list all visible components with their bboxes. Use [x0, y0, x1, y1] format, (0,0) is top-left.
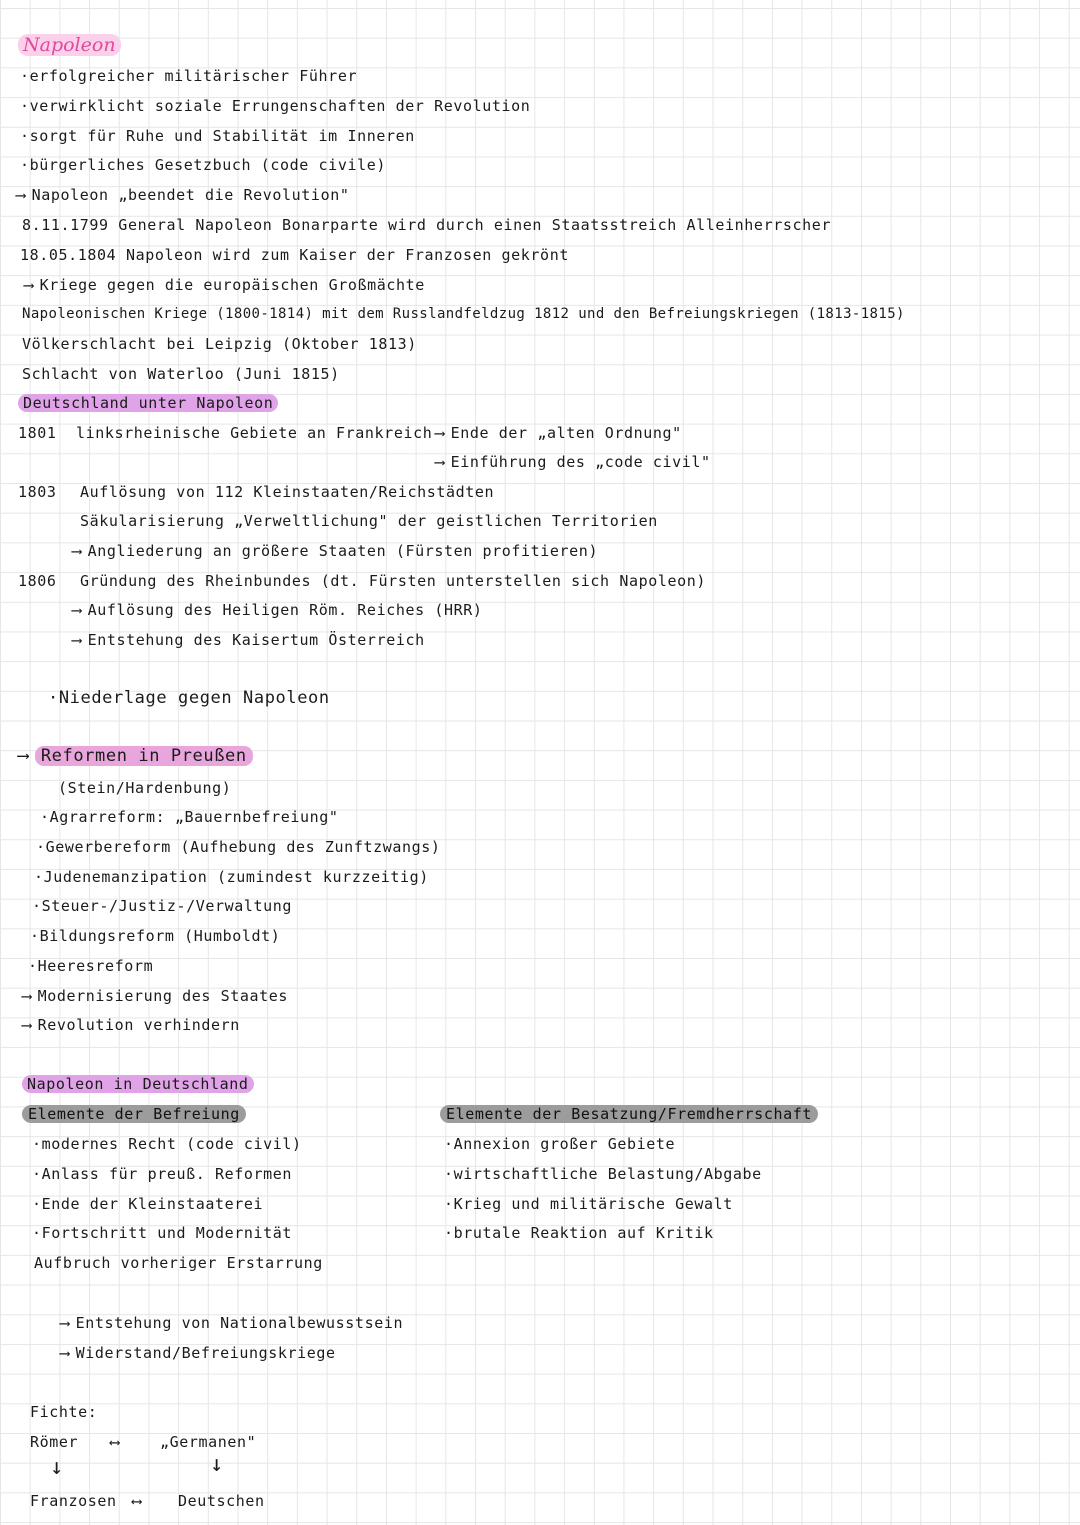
event-wars: Napoleonischen Kriege (1800-1814) mit dem Russlandfeldzug 1812 und den Befreiungskriegen (1813-1815) — [22, 306, 905, 322]
befreiung-item: ·modernes Recht (code civil) — [32, 1135, 302, 1153]
arrow-line — [22, 1015, 240, 1035]
intro-item: ·bürgerliches Gesetzbuch (code civile) — [20, 156, 386, 174]
arrow-text: Widerstand/Befreiungskriege — [75, 1344, 336, 1362]
arrow-right-icon: ⟶ — [24, 276, 34, 294]
event-1799: 8.11.1799 General Napoleon Bonarparte wird durch einen Staatsstreich Alleinherrscher — [22, 216, 831, 234]
heading-text: Reformen in Preußen — [35, 746, 253, 766]
double-arrow-icon: ⟷ — [132, 1492, 142, 1510]
arrow-line — [72, 541, 598, 561]
intro-item: ·erfolgreicher militärischer Führer — [20, 67, 358, 85]
section-heading-deutschland — [18, 393, 278, 413]
arrow-right-icon: ⟶ — [72, 631, 82, 649]
fichte-franzosen: Franzosen — [30, 1492, 117, 1510]
page-title: Napoleon — [18, 34, 121, 56]
fichte-label: Fichte: — [30, 1403, 98, 1421]
arrow-line — [16, 185, 349, 205]
section-heading-reformen — [18, 746, 253, 766]
arrow-line — [60, 1313, 403, 1333]
reform-item: ·Bildungsreform (Humboldt) — [30, 927, 281, 945]
arrow-right-icon: ⟶ — [435, 424, 445, 442]
arrow-text: Kriege gegen die europäischen Großmächte — [39, 276, 425, 294]
reform-item: ·Heeresreform — [28, 957, 154, 975]
arrow-right-icon: ⟶ — [435, 453, 445, 471]
niederlage-text: ·Niederlage gegen Napoleon — [48, 688, 330, 708]
reform-item: ·Agrarreform: „Bauernbefreiung" — [40, 808, 339, 826]
arrow-text: Auflösung des Heiligen Röm. Reiches (HRR) — [87, 601, 483, 619]
besatzung-item: ·Annexion großer Gebiete — [444, 1135, 676, 1153]
text-1806: Gründung des Rheinbundes (dt. Fürsten unterstellen sich Napoleon) — [80, 572, 706, 590]
text-1801: linksrheinische Gebiete an Frankreich — [76, 424, 433, 442]
year-1803: 1803 — [18, 483, 57, 501]
event-waterloo: Schlacht von Waterloo (Juni 1815) — [22, 365, 340, 383]
arrow-line — [24, 275, 425, 295]
text-1803: Säkularisierung „Verweltlichung" der geistlichen Territorien — [80, 512, 658, 530]
arrow-text: Revolution verhindern — [37, 1016, 240, 1034]
reform-item: ·Steuer-/Justiz-/Verwaltung — [32, 897, 293, 915]
arrow-right-icon: ⟶ — [72, 542, 82, 560]
reform-item: ·Judenemanzipation (zumindest kurzzeitig) — [34, 868, 429, 886]
befreiung-item: ·Anlass für preuß. Reformen — [32, 1165, 293, 1183]
arrow-text: Angliederung an größere Staaten (Fürsten profitieren) — [87, 542, 599, 560]
intro-item: ·sorgt für Ruhe und Stabilität im Inneren — [20, 127, 415, 145]
arrow-line — [435, 452, 711, 472]
arrow-down-icon: ↓ — [50, 1455, 64, 1480]
besatzung-item: ·wirtschaftliche Belastung/Abgabe — [444, 1165, 762, 1183]
besatzung-item: ·brutale Reaktion auf Kritik — [444, 1224, 714, 1242]
heading-text: Napoleon in Deutschland — [22, 1075, 254, 1093]
fichte-germanen: „Germanen" — [160, 1433, 257, 1451]
besatzung-item: ·Krieg und militärische Gewalt — [444, 1195, 733, 1213]
reform-sub: (Stein/Hardenbung) — [58, 779, 232, 797]
arrow-down-icon: ↓ — [210, 1452, 224, 1477]
year-1801: 1801 — [18, 424, 57, 442]
arrow-line — [60, 1343, 336, 1363]
arrow-line — [72, 600, 483, 620]
arrow-text: Einführung des „code civil" — [450, 453, 711, 471]
event-1804: 18.05.1804 Napoleon wird zum Kaiser der Franzosen gekrönt — [20, 246, 569, 264]
reform-item: ·Gewerbereform (Aufhebung des Zunftzwangs) — [36, 838, 441, 856]
arrow-right-icon: ⟶ — [72, 601, 82, 619]
arrow-text: Modernisierung des Staates — [37, 987, 289, 1005]
befreiung-item: ·Ende der Kleinstaaterei — [32, 1195, 264, 1213]
arrow-right-icon: ⟶ — [60, 1314, 70, 1332]
year-1806: 1806 — [18, 572, 57, 590]
arrow-line — [72, 630, 425, 650]
fichte-roemer: Römer — [30, 1433, 79, 1451]
section-heading-nid — [22, 1074, 254, 1094]
arrow-right-icon: ⟶ — [22, 987, 32, 1005]
heading-text: Elemente der Besatzung/Fremdherrschaft — [440, 1105, 818, 1123]
heading-text: Elemente der Befreiung — [22, 1105, 246, 1123]
besatzung-heading — [440, 1104, 818, 1124]
text-1803: Auflösung von 112 Kleinstaaten/Reichstädten — [80, 483, 495, 501]
intro-item: ·verwirklicht soziale Errungenschaften der Revolution — [20, 97, 531, 115]
arrow-line — [435, 423, 682, 443]
arrow-right-icon: ⟶ — [18, 746, 29, 766]
arrow-right-icon: ⟶ — [22, 1016, 32, 1034]
fichte-deutschen: Deutschen — [178, 1492, 265, 1510]
befreiung-item: Aufbruch vorheriger Erstarrung — [34, 1254, 323, 1272]
heading-text: Deutschland unter Napoleon — [18, 394, 278, 412]
double-arrow-icon: ⟷ — [110, 1433, 120, 1451]
arrow-text: Napoleon „beendet die Revolution" — [31, 186, 350, 204]
arrow-right-icon: ⟶ — [60, 1344, 70, 1362]
arrow-text: Entstehung des Kaisertum Österreich — [87, 631, 425, 649]
arrow-text: Ende der „alten Ordnung" — [450, 424, 682, 442]
arrow-right-icon: ⟶ — [16, 186, 26, 204]
befreiung-heading — [22, 1104, 246, 1124]
event-leipzig: Völkerschlacht bei Leipzig (Oktober 1813) — [22, 335, 417, 353]
arrow-line — [22, 986, 288, 1006]
befreiung-item: ·Fortschritt und Modernität — [32, 1224, 293, 1242]
arrow-text: Entstehung von Nationalbewusstsein — [75, 1314, 404, 1332]
